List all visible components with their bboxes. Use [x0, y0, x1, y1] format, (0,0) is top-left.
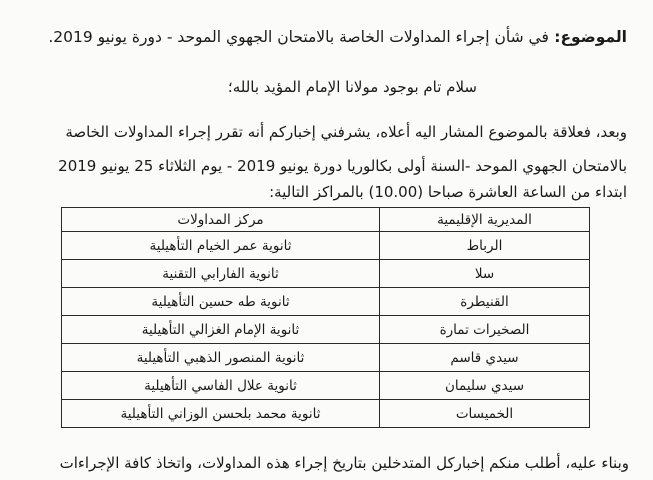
subject-label: الموضوع: [554, 28, 627, 46]
table-row [62, 232, 590, 260]
center-cell: ثانوية المنصور الذهبي التأهيلية [62, 344, 380, 372]
table-row [62, 316, 590, 344]
directorate-cell: سيدي قاسم [380, 344, 590, 372]
table-row [62, 260, 590, 288]
directorate-cell: سلا [380, 260, 590, 288]
center-cell: ثانوية علال الفاسي التأهيلية [62, 372, 380, 400]
table-header-row [62, 208, 590, 232]
table-row [62, 372, 590, 400]
directorate-cell: سيدي سليمان [380, 372, 590, 400]
table-row [62, 344, 590, 372]
subject-text: في شأن إجراء المداولات الخاصة بالامتحان الجهوي الموحد - دورة يونيو 2019. [48, 28, 549, 46]
header-directorate: المديرية الإقليمية [380, 208, 590, 232]
directorate-cell: القنيطرة [380, 288, 590, 316]
paragraph-line-2: بالامتحان الجهوي الموحد -السنة أولى بكالوريا دورة يونيو 2019 - يوم الثلاثاء 25 يونيو 2019 [58, 157, 627, 175]
center-cell: ثانوية طه حسين التأهيلية [62, 288, 380, 316]
paragraph-line-3: ابتداء من الساعة العاشرة صباحا (10.00) بالمراكز التالية: [269, 183, 627, 201]
deliberation-centers-table [61, 207, 590, 428]
paragraph-line-1: وبعد، فعلاقة بالموضوع المشار اليه أعلاه، يشرفني إخباركم أنه تقرر إجراء المداولات الخاصة [65, 123, 627, 141]
closing-paragraph-line: وبناء عليه، أطلب منكم إخباركل المتدخلين بتاريخ إجراء هذه المداولات، واتخاذ كافة الإجراءات [59, 454, 629, 472]
directorate-cell: الصخيرات تمارة [380, 316, 590, 344]
header-center: مركز المداولات [62, 208, 380, 232]
table-row [62, 400, 590, 428]
directorate-cell: الخميسات [380, 400, 590, 428]
center-cell: ثانوية الإمام الغزالي التأهيلية [62, 316, 380, 344]
center-cell: ثانوية عمر الخيام التأهيلية [62, 232, 380, 260]
center-cell: ثانوية محمد بلحسن الوزاني التأهيلية [62, 400, 380, 428]
table-row [62, 288, 590, 316]
center-cell: ثانوية الفارابي التقنية [62, 260, 380, 288]
greeting: سلام تام بوجود مولانا الإمام المؤيد بالله؛ [227, 78, 477, 96]
subject-line [48, 26, 627, 48]
directorate-cell: الرباط [380, 232, 590, 260]
